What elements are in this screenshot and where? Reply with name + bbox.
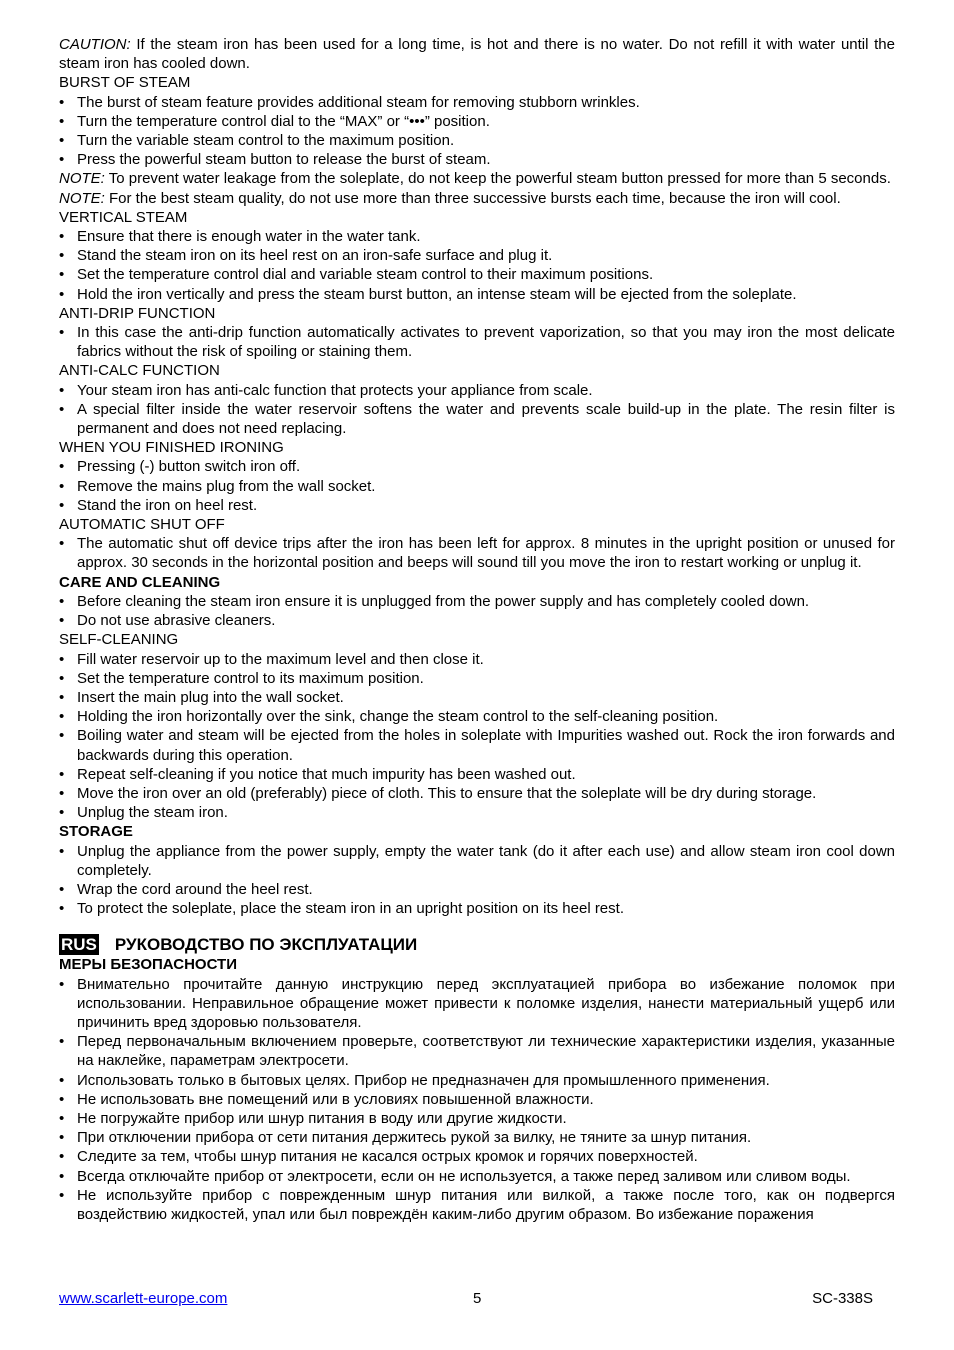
list-item: • A special filter inside the water reservoir softens the water and prevents scale build-up in the plate. The resin filter is permanent and does not need replacing. bbox=[59, 400, 895, 438]
manual-page-content bbox=[59, 35, 895, 1224]
list-item: • Turn the temperature control dial to the “MAX” or “•••” position. bbox=[59, 112, 895, 131]
note-text: For the best steam quality, do not use more than three successive bursts each time, because the iron will cool. bbox=[104, 189, 841, 207]
list-item: • Insert the main plug into the wall socket. bbox=[59, 688, 895, 707]
list-item: • Не погружайте прибор или шнур питания в воду или другие жидкости. bbox=[59, 1109, 895, 1128]
antidrip-heading: ANTI-DRIP FUNCTION bbox=[59, 304, 216, 322]
storage-heading: STORAGE bbox=[59, 823, 133, 841]
burst-note-1 bbox=[59, 169, 895, 188]
list-item: • Remove the mains plug from the wall socket. bbox=[59, 477, 895, 496]
shutoff-heading: AUTOMATIC SHUT OFF bbox=[59, 516, 225, 534]
finished-heading: WHEN YOU FINISHED IRONING bbox=[59, 439, 284, 457]
burst-list bbox=[59, 93, 895, 170]
anticalc-list bbox=[59, 381, 895, 439]
page-footer bbox=[59, 1289, 895, 1309]
list-item: • Hold the iron vertically and press the steam burst button, an intense steam will be ejected from the soleplate. bbox=[59, 285, 895, 304]
list-item: • Set the temperature control to its maximum position. bbox=[59, 669, 895, 688]
antidrip-list bbox=[59, 323, 895, 361]
list-item: • Pressing (-) button switch iron off. bbox=[59, 457, 895, 476]
vertical-list bbox=[59, 227, 895, 304]
rus-list bbox=[59, 975, 895, 1225]
list-item: • Следите за тем, чтобы шнур питания не касался острых кромок и горячих поверхностей. bbox=[59, 1147, 895, 1166]
storage-list bbox=[59, 842, 895, 919]
care-list bbox=[59, 592, 895, 630]
caution-text: If the steam iron has been used for a long time, is hot and there is no water. Do not refill it with water until the steam iron has cooled down. bbox=[59, 36, 895, 73]
list-item: • Move the iron over an old (preferably) piece of cloth. This to ensure that the soleplate will be dry during storage. bbox=[59, 784, 895, 803]
list-item: • Do not use abrasive cleaners. bbox=[59, 611, 895, 630]
caution-label: CAUTION: bbox=[59, 36, 131, 53]
note-label: NOTE: bbox=[59, 189, 105, 207]
list-item: • In this case the anti-drip function automatically activates to prevent vaporization, so that you may iron the most delicate fabrics without the risk of spoiling or staining them. bbox=[59, 323, 895, 361]
burst-heading: BURST OF STEAM bbox=[59, 74, 191, 92]
list-item: • Holding the iron horizontally over the sink, change the steam control to the self-cleaning position. bbox=[59, 707, 895, 726]
list-item: • Stand the iron on heel rest. bbox=[59, 496, 895, 515]
list-item: • Wrap the cord around the heel rest. bbox=[59, 880, 895, 899]
page-number: 5 bbox=[473, 1290, 482, 1307]
rus-subheading: МЕРЫ БЕЗОПАСНОСТИ bbox=[59, 956, 237, 974]
list-item: • To protect the soleplate, place the steam iron in an upright position on its heel rest. bbox=[59, 899, 895, 918]
list-item: • Использовать только в бытовых целях. Прибор не предназначен для промышленного применения. bbox=[59, 1071, 895, 1090]
vertical-heading: VERTICAL STEAM bbox=[59, 208, 188, 226]
list-item: • Fill water reservoir up to the maximum level and then close it. bbox=[59, 650, 895, 669]
selfclean-list bbox=[59, 650, 895, 823]
anticalc-heading: ANTI-CALC FUNCTION bbox=[59, 362, 220, 380]
list-item: • Boiling water and steam will be ejected from the holes in soleplate with Impurities washed out. Rock the iron forwards and backwards during this operation. bbox=[59, 726, 895, 764]
list-item: • Set the temperature control dial and variable steam control to their maximum positions. bbox=[59, 265, 895, 284]
rus-section-title bbox=[59, 934, 895, 955]
model-number: SC-338S bbox=[812, 1290, 873, 1307]
list-item: • Stand the steam iron on its heel rest on an iron-safe surface and plug it. bbox=[59, 246, 895, 265]
caution-paragraph bbox=[59, 35, 895, 73]
list-item: • The automatic shut off device trips after the iron has been left for approx. 8 minutes in the upright position or unused for approx. 30 seconds in the horizontal position and beeps will sound till you move the iron to restart working or unplug it. bbox=[59, 534, 895, 572]
list-item: • Ensure that there is enough water in the water tank. bbox=[59, 227, 895, 246]
finished-list bbox=[59, 457, 895, 515]
list-item: • Не использовать вне помещений или в условиях повышенной влажности. bbox=[59, 1090, 895, 1109]
list-item: • Unplug the appliance from the power supply, empty the water tank (do it after each use) and allow steam iron cool down completely. bbox=[59, 842, 895, 880]
list-item: • Press the powerful steam button to release the burst of steam. bbox=[59, 150, 895, 169]
list-item: • Перед первоначальным включением проверьте, соответствуют ли технические характеристики изделия, указанные на наклейке, параметрам электросети. bbox=[59, 1032, 895, 1070]
list-item: • Внимательно прочитайте данную инструкцию перед эксплуатацией прибора во избежание поломок при использовании. Неправильное обращение может привести к поломке изделия, нанести материальный ущерб или причинить вред здоровью пользователя. bbox=[59, 975, 895, 1033]
burst-note-2 bbox=[59, 189, 895, 208]
list-item: • Unplug the steam iron. bbox=[59, 803, 895, 822]
list-item: • Не используйте прибор с поврежденным шнур питания или вилкой, а также после того, как он подвергся воздействию жидкостей, упал или был повреждён каким-либо другим образом. Во избежание поражения bbox=[59, 1186, 895, 1224]
selfclean-heading: SELF-CLEANING bbox=[59, 631, 179, 649]
care-heading: CARE AND CLEANING bbox=[59, 573, 221, 591]
list-item: • Before cleaning the steam iron ensure it is unplugged from the power supply and has completely cooled down. bbox=[59, 592, 895, 611]
list-item: • При отключении прибора от сети питания держитесь рукой за вилку, не тяните за шнур питания. bbox=[59, 1128, 895, 1147]
list-item: • Всегда отключайте прибор от электросети, если он не используется, а также перед заливом или сливом воды. bbox=[59, 1167, 895, 1186]
list-item: • Your steam iron has anti-calc function that protects your appliance from scale. bbox=[59, 381, 895, 400]
note-label: NOTE: bbox=[59, 170, 105, 188]
note-text: To prevent water leakage from the soleplate, do not keep the powerful steam button pressed for more than 5 seconds. bbox=[104, 170, 891, 188]
list-item: • Turn the variable steam control to the maximum position. bbox=[59, 131, 895, 150]
website-link[interactable]: www.scarlett-europe.com bbox=[59, 1290, 228, 1307]
list-item: • The burst of steam feature provides additional steam for removing stubborn wrinkles. bbox=[59, 93, 895, 112]
rus-title: РУКОВОДСТВО ПО ЭКСПЛУАТАЦИИ bbox=[114, 935, 418, 955]
list-item: • Repeat self-cleaning if you notice that much impurity has been washed out. bbox=[59, 765, 895, 784]
language-tag: RUS bbox=[61, 935, 97, 955]
shutoff-list bbox=[59, 534, 895, 572]
